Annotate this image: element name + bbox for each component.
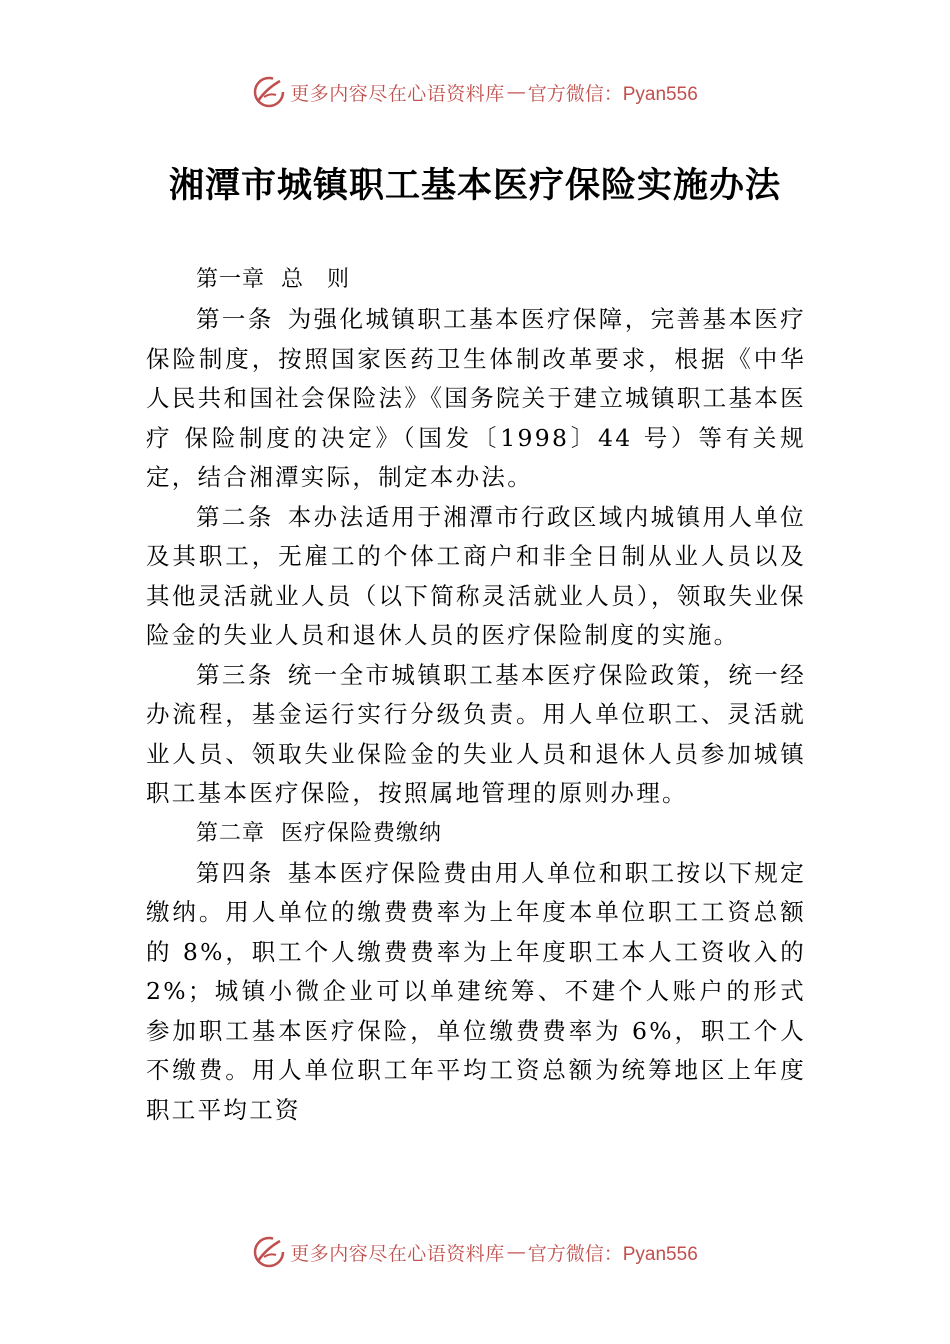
article-number: 第二条 — [196, 502, 274, 531]
article-paragraph — [146, 854, 806, 1131]
watermark-contact: 官方微信：Pyan556 — [527, 1243, 698, 1265]
watermark-contact: 官方微信：Pyan556 — [527, 83, 698, 105]
watermark-text: 更多内容尽在心语资料库 — [290, 1242, 505, 1265]
brush-logo-icon — [252, 75, 286, 109]
header-watermark — [0, 72, 950, 112]
chapter-number: 第一章 — [196, 267, 266, 292]
article-text: 为强化城镇职工基本医疗保障，完善基本医疗保险制度，按照国家医药卫生体制改革要求，根据《中华人民共和国社会保险法》《国务院关于建立城镇职工基本医疗 保险制度的决定》（国发〔1998〕44 号）等有关规定，结合湘潭实际，制定本办法。 — [146, 305, 807, 491]
brush-logo-icon — [252, 1235, 286, 1269]
article-text: 统一全市城镇职工基本医疗保险政策，统一经办流程，基金运行实行分级负责。用人单位职工、灵活就业人员、领取失业保险金的失业人员和退休人员参加城镇职工基本医疗保险，按照属地管理的原则办理。 — [146, 660, 807, 807]
article-paragraph — [146, 656, 806, 814]
chapter-title: 总 则 — [281, 267, 351, 292]
article-text: 本办法适用于湘潭市行政区域内城镇用人单位及其职工，无雇工的个体工商户和非全日制从业人员以及其他灵活就业人员（以下简称灵活就业人员），领取失业保险金的失业人员和退休人员的医疗保险制度的实施。 — [146, 502, 807, 649]
document-title: 湘潭市城镇职工基本医疗保险实施办法 — [168, 165, 781, 206]
watermark-separator: — — [506, 81, 526, 103]
chapter-heading-2 — [146, 814, 806, 854]
article-number: 第四条 — [196, 858, 274, 887]
chapter-title: 医疗保险费缴纳 — [281, 820, 443, 846]
footer-watermark — [0, 1232, 950, 1272]
chapter-number: 第二章 — [196, 820, 266, 846]
watermark-text: 更多内容尽在心语资料库 — [290, 82, 505, 105]
chapter-heading-1 — [146, 260, 806, 300]
article-number: 第一条 — [196, 305, 274, 333]
article-paragraph — [146, 300, 806, 498]
article-text: 基本医疗保险费由用人单位和职工按以下规定缴纳。用人单位的缴费费率为上年度本单位职工工资总额的 8%，职工个人缴费费率为上年度职工本人工资收入的 2%；城镇小微企业可以单建统筹、不建个人账户的形式参加职工基本医疗保险，单位缴费费率为 6%，职工个人不缴费。用人单位职工年平均工资总额为统筹地区上年度职工平均工资 — [146, 858, 807, 1124]
watermark-separator: — — [506, 1241, 526, 1263]
article-paragraph — [146, 498, 806, 656]
article-number: 第三条 — [196, 660, 274, 689]
document-body — [146, 260, 806, 1130]
